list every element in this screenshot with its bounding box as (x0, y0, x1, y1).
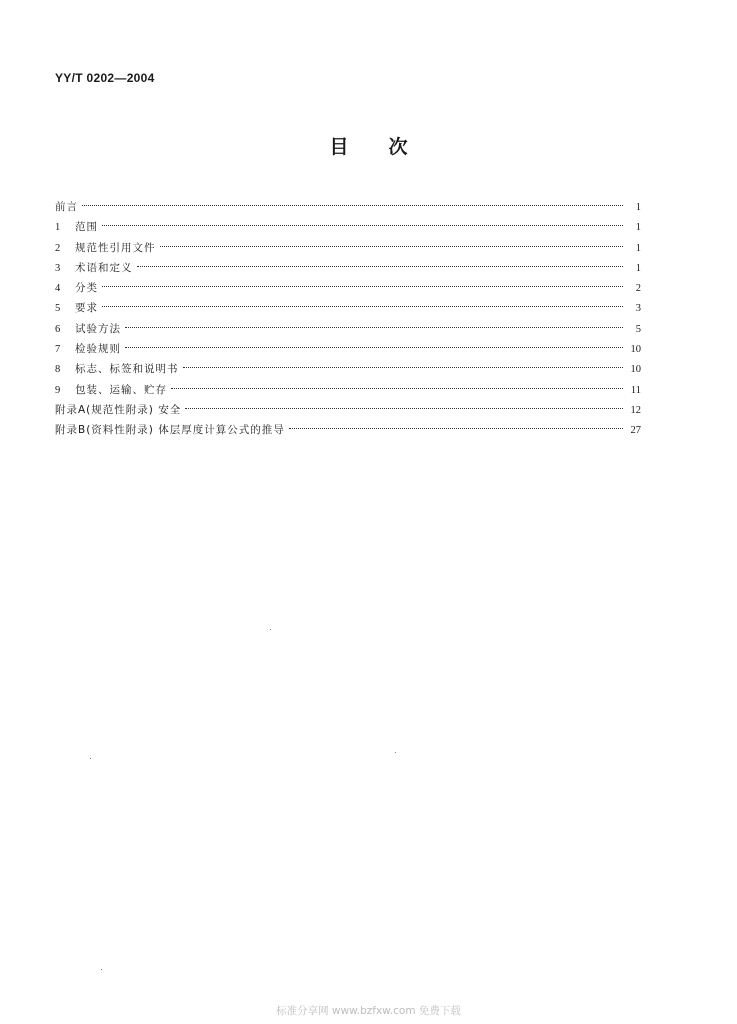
toc-entry (55, 258, 641, 278)
toc-dot-leader (102, 225, 623, 226)
toc-entry-page: 11 (630, 384, 641, 396)
toc-entry (55, 319, 641, 339)
toc-entry (55, 339, 641, 359)
toc-entry (55, 238, 641, 258)
toc-entry-label: 附录A(规范性附录) 安全 (55, 403, 182, 416)
toc-entry-page: 1 (635, 222, 641, 234)
toc-entry-page: 12 (630, 404, 641, 416)
toc-entry-label: 要求 (75, 302, 98, 315)
toc-entry-number: 6 (55, 323, 61, 335)
toc-entry-page: 1 (635, 262, 641, 274)
toc-entry-number: 3 (55, 262, 61, 274)
toc-entry-number: 8 (55, 364, 61, 376)
scan-speck (101, 969, 102, 970)
toc-entry-page: 10 (630, 344, 641, 356)
toc-entry-label: 包装、运输、贮存 (75, 383, 167, 396)
toc-dot-leader (171, 388, 623, 389)
toc-entry-label: 前言 (55, 201, 78, 213)
toc-dot-leader (185, 408, 623, 409)
toc-entry-page: 10 (630, 364, 641, 376)
scan-speck (270, 629, 271, 630)
toc-entry (55, 359, 641, 379)
toc-entry-label: 分类 (75, 282, 98, 295)
toc-entry (55, 420, 641, 440)
toc-entry-page: 2 (635, 283, 641, 295)
toc-dot-leader (289, 428, 623, 429)
standard-code: YY/T 0202—2004 (55, 71, 155, 85)
toc-entry-page: 1 (635, 202, 641, 213)
toc-entry-label: 规范性引用文件 (75, 241, 156, 254)
toc-title: 目次 (329, 136, 448, 158)
toc-list (55, 197, 641, 441)
toc-entry (55, 298, 641, 318)
toc-entry (55, 380, 641, 400)
toc-entry-page: 1 (635, 242, 641, 254)
toc-dot-leader (160, 246, 624, 247)
scan-speck (90, 758, 91, 759)
toc-entry-number: 7 (55, 344, 61, 356)
toc-entry-number: 9 (55, 384, 61, 396)
toc-dot-leader (102, 306, 623, 307)
toc-entry-label: 标志、标签和说明书 (75, 363, 179, 376)
scan-speck (395, 752, 396, 753)
toc-entry-page: 3 (635, 303, 641, 315)
toc-entry-number: 5 (55, 303, 61, 315)
toc-entry (55, 278, 641, 298)
toc-entry-page: 5 (635, 323, 641, 335)
toc-entry-number: 4 (55, 283, 61, 295)
toc-dot-leader (137, 266, 624, 267)
toc-entry (55, 197, 641, 217)
toc-entry-label: 术语和定义 (75, 261, 133, 274)
toc-dot-leader (125, 347, 623, 348)
toc-dot-leader (82, 205, 623, 206)
watermark: 标准分享网 www.bzfxw.com 免费下载 (276, 1005, 461, 1017)
toc-entry-label: 试验方法 (75, 322, 121, 335)
toc-entry-label: 范围 (75, 221, 98, 234)
toc-dot-leader (183, 367, 624, 368)
toc-dot-leader (125, 327, 623, 328)
toc-entry-number: 2 (55, 242, 61, 254)
toc-dot-leader (102, 286, 623, 287)
toc-entry (55, 217, 641, 237)
toc-entry-label: 附录B(资料性附录) 体层厚度计算公式的推导 (55, 424, 285, 437)
toc-entry-page: 27 (630, 425, 641, 437)
toc-entry-label: 检验规则 (75, 343, 121, 356)
toc-entry-number: 1 (55, 222, 61, 234)
toc-entry (55, 400, 641, 420)
